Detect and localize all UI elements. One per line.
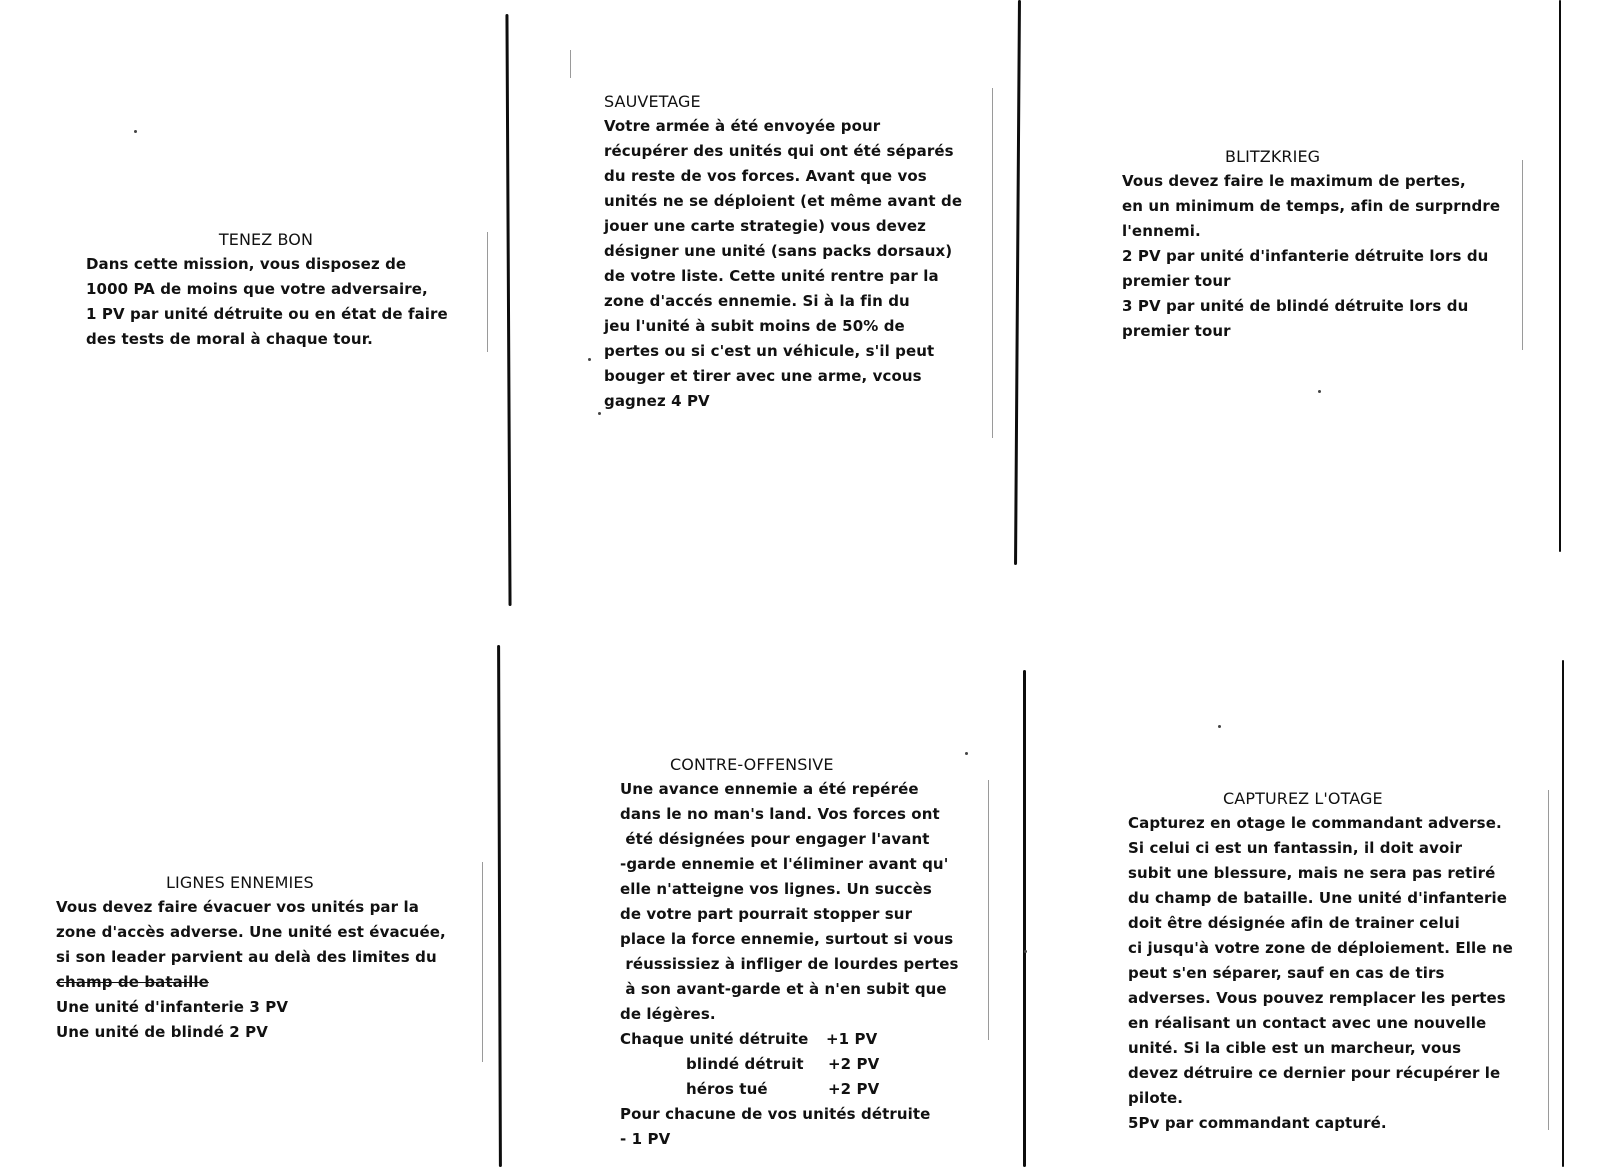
scan-speck: [1318, 390, 1321, 393]
scoring-row: [620, 1052, 990, 1077]
card-line: champ de bataille: [56, 973, 209, 991]
card-line: Une unité de blindé 2 PV: [56, 1023, 268, 1041]
card-line: pertes ou si c'est un véhicule, s'il peut: [604, 342, 935, 360]
card-line: ci jusqu'à votre zone de déploiement. Elle ne: [1128, 939, 1513, 957]
card-title: BLITZKRIEG: [1225, 147, 1321, 166]
card-line: subit une blessure, mais ne sera pas retiré: [1128, 864, 1496, 882]
card-line: peut s'en séparer, sauf en cas de tirs: [1128, 964, 1445, 982]
faint-border-4: [482, 862, 483, 1062]
card-line: - 1 PV: [620, 1130, 671, 1148]
card-line: -garde ennemie et l'éliminer avant qu': [620, 855, 949, 873]
card-line: Vous devez faire évacuer vos unités par la: [56, 898, 419, 916]
card-line: adverses. Vous pouvez remplacer les pertes: [1128, 989, 1506, 1007]
cut-line-bottom-left: [497, 645, 502, 1167]
card-line: Une avance ennemie a été repérée: [620, 780, 919, 798]
scoring-label: Chaque unité détruite: [620, 1030, 809, 1048]
card-line: premier tour: [1122, 272, 1231, 290]
scoring-value: +2 PV: [828, 1055, 880, 1073]
card-line: unités ne se déploient (et même avant de: [604, 192, 963, 210]
card-line: Pour chacune de vos unités détruite: [620, 1105, 931, 1123]
scoring-row: [620, 1077, 990, 1102]
card-line: l'ennemi.: [1122, 222, 1201, 240]
faint-border-3: [1522, 160, 1523, 350]
card-line: Votre armée à été envoyée pour: [604, 117, 881, 135]
card-line: en un minimum de temps, afin de surprndre: [1122, 197, 1501, 215]
card-line: 5Pv par commandant capturé.: [1128, 1114, 1387, 1132]
card-line: des tests de moral à chaque tour.: [86, 330, 373, 348]
card-line: 3 PV par unité de blindé détruite lors du: [1122, 297, 1469, 315]
card-capturez-otage: [1128, 787, 1548, 1136]
scoring-value: +1 PV: [826, 1030, 878, 1048]
scan-speck: [1024, 950, 1027, 953]
card-line: devez détruire ce dernier pour récupérer le: [1128, 1064, 1501, 1082]
card-line: gagnez 4 PV: [604, 392, 710, 410]
card-line: jeu l'unité à subit moins de 50% de: [604, 317, 905, 335]
card-line: premier tour: [1122, 322, 1231, 340]
scoring-row: [620, 1027, 990, 1052]
card-line: bouger et tirer avec une arme, vcous: [604, 367, 922, 385]
card-line: de votre liste. Cette unité rentre par la: [604, 267, 939, 285]
card-line: unité. Si la cible est un marcheur, vous: [1128, 1039, 1462, 1057]
card-line: Vous devez faire le maximum de pertes,: [1122, 172, 1466, 190]
scan-speck: [1218, 725, 1221, 728]
faint-border-1: [487, 232, 488, 352]
cut-line-right-edge-top: [1559, 0, 1561, 552]
card-line: de votre part pourrait stopper sur: [620, 905, 913, 923]
scan-speck: [598, 412, 601, 415]
card-line: 1 PV par unité détruite ou en état de faire: [86, 305, 448, 323]
card-line: de légères.: [620, 1005, 716, 1023]
card-line: si son leader parvient au delà des limites du: [56, 948, 437, 966]
card-line: dans le no man's land. Vos forces ont: [620, 805, 940, 823]
scoring-value: +2 PV: [828, 1080, 880, 1098]
card-title: TENEZ BON: [218, 230, 314, 249]
card-line: Dans cette mission, vous disposez de: [86, 255, 407, 273]
card-line: 2 PV par unité d'infanterie détruite lors du: [1122, 247, 1489, 265]
card-line: jouer une carte strategie) vous devez: [604, 217, 926, 235]
card-lignes-ennemies: [56, 871, 481, 1045]
cut-line-right-edge-bottom: [1562, 660, 1564, 1167]
card-tenez-bon: [86, 228, 486, 352]
card-contre-offensive: [620, 753, 990, 1152]
card-line: Capturez en otage le commandant adverse.: [1128, 814, 1502, 832]
cut-line-top-left: [505, 14, 511, 606]
card-line: place la force ennemie, surtout si vous: [620, 930, 954, 948]
card-line: doit être désignée afin de trainer celui: [1128, 914, 1460, 932]
card-line: elle n'atteigne vos lignes. Un succès: [620, 880, 932, 898]
cut-line-top-right: [1014, 0, 1021, 565]
card-line: pilote.: [1128, 1089, 1184, 1107]
faint-border-7: [570, 50, 571, 78]
cut-line-bottom-middle: [1023, 670, 1026, 1167]
card-line: du champ de bataille. Une unité d'infanterie: [1128, 889, 1507, 907]
card-line: 1000 PA de moins que votre adversaire,: [86, 280, 428, 298]
card-line: du reste de vos forces. Avant que vos: [604, 167, 927, 185]
card-line: récupérer des unités qui ont été séparés: [604, 142, 954, 160]
card-line: Une unité d'infanterie 3 PV: [56, 998, 289, 1016]
card-blitzkrieg: [1122, 145, 1522, 344]
card-line: désigner une unité (sans packs dorsaux): [604, 242, 953, 260]
card-title: LIGNES ENNEMIES: [166, 873, 314, 892]
card-sauvetage: [604, 90, 994, 414]
scoring-label: héros tué: [686, 1080, 768, 1098]
card-title: CAPTUREZ L'OTAGE: [1223, 789, 1383, 808]
card-line: en réalisant un contact avec une nouvelle: [1128, 1014, 1487, 1032]
scan-speck: [588, 358, 591, 361]
card-line: été désignées pour engager l'avant: [620, 830, 930, 848]
faint-border-6: [1548, 790, 1549, 1130]
scoring-label: blindé détruit: [686, 1055, 804, 1073]
card-line: à son avant-garde et à n'en subit que: [620, 980, 947, 998]
card-line: Si celui ci est un fantassin, il doit avoir: [1128, 839, 1463, 857]
card-title: CONTRE-OFFENSIVE: [670, 755, 834, 774]
card-line: zone d'accès adverse. Une unité est évacuée,: [56, 923, 446, 941]
card-title: SAUVETAGE: [604, 92, 701, 111]
card-line: réussissiez à infliger de lourdes pertes: [620, 955, 959, 973]
scan-speck: [134, 130, 137, 133]
card-line: zone d'accés ennemie. Si à la fin du: [604, 292, 910, 310]
